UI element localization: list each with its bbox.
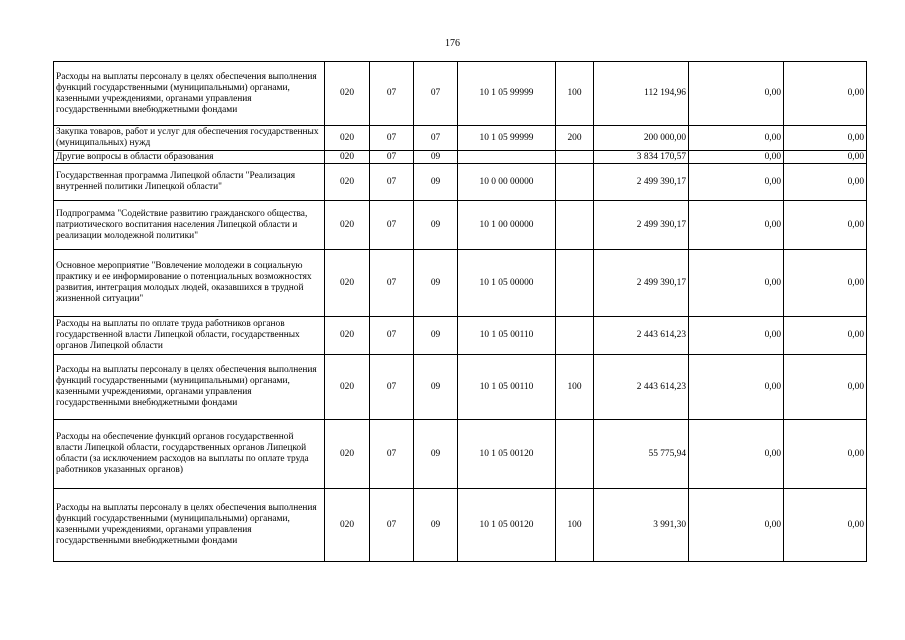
- row-sum2: 0,00: [689, 151, 784, 164]
- row-name: Подпрограмма "Содействие развитию гражданского общества, патриотического воспитания населения Липецкой области и реализации молодежной политики": [54, 201, 325, 250]
- budget-table: [53, 61, 867, 562]
- row-sum2: 0,00: [689, 250, 784, 317]
- row-name: Государственная программа Липецкой области "Реализация внутренней политики Липецкой области": [54, 164, 325, 201]
- row-rz: 07: [370, 62, 414, 126]
- row-rz: 07: [370, 420, 414, 489]
- row-vr: 100: [556, 355, 594, 420]
- row-rz: 07: [370, 201, 414, 250]
- row-sum2: 0,00: [689, 126, 784, 151]
- row-sum1: 3 991,30: [594, 489, 689, 562]
- row-sum1: 3 834 170,57: [594, 151, 689, 164]
- row-vr: 100: [556, 62, 594, 126]
- row-sum1: 55 775,94: [594, 420, 689, 489]
- row-sum1: 2 443 614,23: [594, 317, 689, 355]
- row-gr: 020: [325, 62, 370, 126]
- row-sum2: 0,00: [689, 355, 784, 420]
- row-sum3: 0,00: [784, 151, 867, 164]
- row-csr: 10 1 05 00120: [458, 420, 556, 489]
- table-row: [54, 420, 867, 489]
- row-gr: 020: [325, 355, 370, 420]
- row-pr: 09: [414, 164, 458, 201]
- row-csr: 10 1 05 99999: [458, 62, 556, 126]
- row-csr: 10 1 05 00120: [458, 489, 556, 562]
- row-pr: 09: [414, 489, 458, 562]
- row-pr: 09: [414, 201, 458, 250]
- row-sum3: 0,00: [784, 201, 867, 250]
- row-vr: [556, 420, 594, 489]
- row-sum3: 0,00: [784, 355, 867, 420]
- row-sum3: 0,00: [784, 164, 867, 201]
- row-pr: 07: [414, 126, 458, 151]
- row-vr: [556, 317, 594, 355]
- row-sum2: 0,00: [689, 164, 784, 201]
- row-sum2: 0,00: [689, 317, 784, 355]
- row-name: Основное мероприятие "Вовлечение молодежи в социальную практику и ее информирование о потенциальных возможностях развития, интеграция молодых людей, оказавшихся в трудной жизненной ситуации": [54, 250, 325, 317]
- row-pr: 09: [414, 151, 458, 164]
- row-sum3: 0,00: [784, 489, 867, 562]
- row-sum3: 0,00: [784, 250, 867, 317]
- row-vr: [556, 164, 594, 201]
- page-number: 176: [445, 38, 460, 49]
- row-name: Расходы на выплаты персоналу в целях обеспечения выполнения функций государственными (муниципальными) органами, казенными учреждениями, органами управления государственными внебюджетными фондами: [54, 62, 325, 126]
- row-vr: [556, 201, 594, 250]
- row-gr: 020: [325, 420, 370, 489]
- row-gr: 020: [325, 164, 370, 201]
- table-row: [54, 250, 867, 317]
- row-rz: 07: [370, 489, 414, 562]
- row-rz: 07: [370, 151, 414, 164]
- row-name: Расходы на выплаты персоналу в целях обеспечения выполнения функций государственными (муниципальными) органами, казенными учреждениями, органами управления государственными внебюджетными фондами: [54, 489, 325, 562]
- row-pr: 09: [414, 317, 458, 355]
- row-sum2: 0,00: [689, 62, 784, 126]
- row-gr: 020: [325, 317, 370, 355]
- row-rz: 07: [370, 164, 414, 201]
- table-row: [54, 317, 867, 355]
- row-csr: 10 1 05 00110: [458, 355, 556, 420]
- row-sum1: 112 194,96: [594, 62, 689, 126]
- row-rz: 07: [370, 250, 414, 317]
- row-name: Закупка товаров, работ и услуг для обеспечения государственных (муниципальных) нужд: [54, 126, 325, 151]
- row-vr: [556, 250, 594, 317]
- row-name: Расходы на выплаты по оплате труда работников органов государственной власти Липецкой области, государственных органов Липецкой области: [54, 317, 325, 355]
- row-csr: 10 1 00 00000: [458, 201, 556, 250]
- table-row: [54, 355, 867, 420]
- table-row: [54, 151, 867, 164]
- row-gr: 020: [325, 201, 370, 250]
- row-pr: 09: [414, 250, 458, 317]
- row-sum2: 0,00: [689, 489, 784, 562]
- row-pr: 09: [414, 420, 458, 489]
- row-sum1: 200 000,00: [594, 126, 689, 151]
- row-gr: 020: [325, 151, 370, 164]
- row-csr: [458, 151, 556, 164]
- table-row: [54, 164, 867, 201]
- table-row: [54, 201, 867, 250]
- row-csr: 10 0 00 00000: [458, 164, 556, 201]
- row-pr: 07: [414, 62, 458, 126]
- row-name: Расходы на обеспечение функций органов государственной власти Липецкой области, государственных органов Липецкой области (за исключением расходов на выплаты по оплате труда работников указанных органов): [54, 420, 325, 489]
- row-gr: 020: [325, 489, 370, 562]
- row-sum2: 0,00: [689, 201, 784, 250]
- row-sum1: 2 443 614,23: [594, 355, 689, 420]
- row-csr: 10 1 05 99999: [458, 126, 556, 151]
- row-name: Другие вопросы в области образования: [54, 151, 325, 164]
- row-csr: 10 1 05 00000: [458, 250, 556, 317]
- table-row: [54, 489, 867, 562]
- row-sum3: 0,00: [784, 420, 867, 489]
- row-sum1: 2 499 390,17: [594, 250, 689, 317]
- row-rz: 07: [370, 355, 414, 420]
- row-rz: 07: [370, 126, 414, 151]
- row-rz: 07: [370, 317, 414, 355]
- row-sum3: 0,00: [784, 317, 867, 355]
- row-sum1: 2 499 390,17: [594, 201, 689, 250]
- table-row: [54, 126, 867, 151]
- row-csr: 10 1 05 00110: [458, 317, 556, 355]
- row-pr: 09: [414, 355, 458, 420]
- row-sum3: 0,00: [784, 62, 867, 126]
- row-vr: 200: [556, 126, 594, 151]
- row-sum1: 2 499 390,17: [594, 164, 689, 201]
- row-name: Расходы на выплаты персоналу в целях обеспечения выполнения функций государственными (муниципальными) органами, казенными учреждениями, органами управления государственными внебюджетными фондами: [54, 355, 325, 420]
- row-gr: 020: [325, 250, 370, 317]
- table-row: [54, 62, 867, 126]
- row-vr: 100: [556, 489, 594, 562]
- row-sum3: 0,00: [784, 126, 867, 151]
- row-gr: 020: [325, 126, 370, 151]
- row-vr: [556, 151, 594, 164]
- row-sum2: 0,00: [689, 420, 784, 489]
